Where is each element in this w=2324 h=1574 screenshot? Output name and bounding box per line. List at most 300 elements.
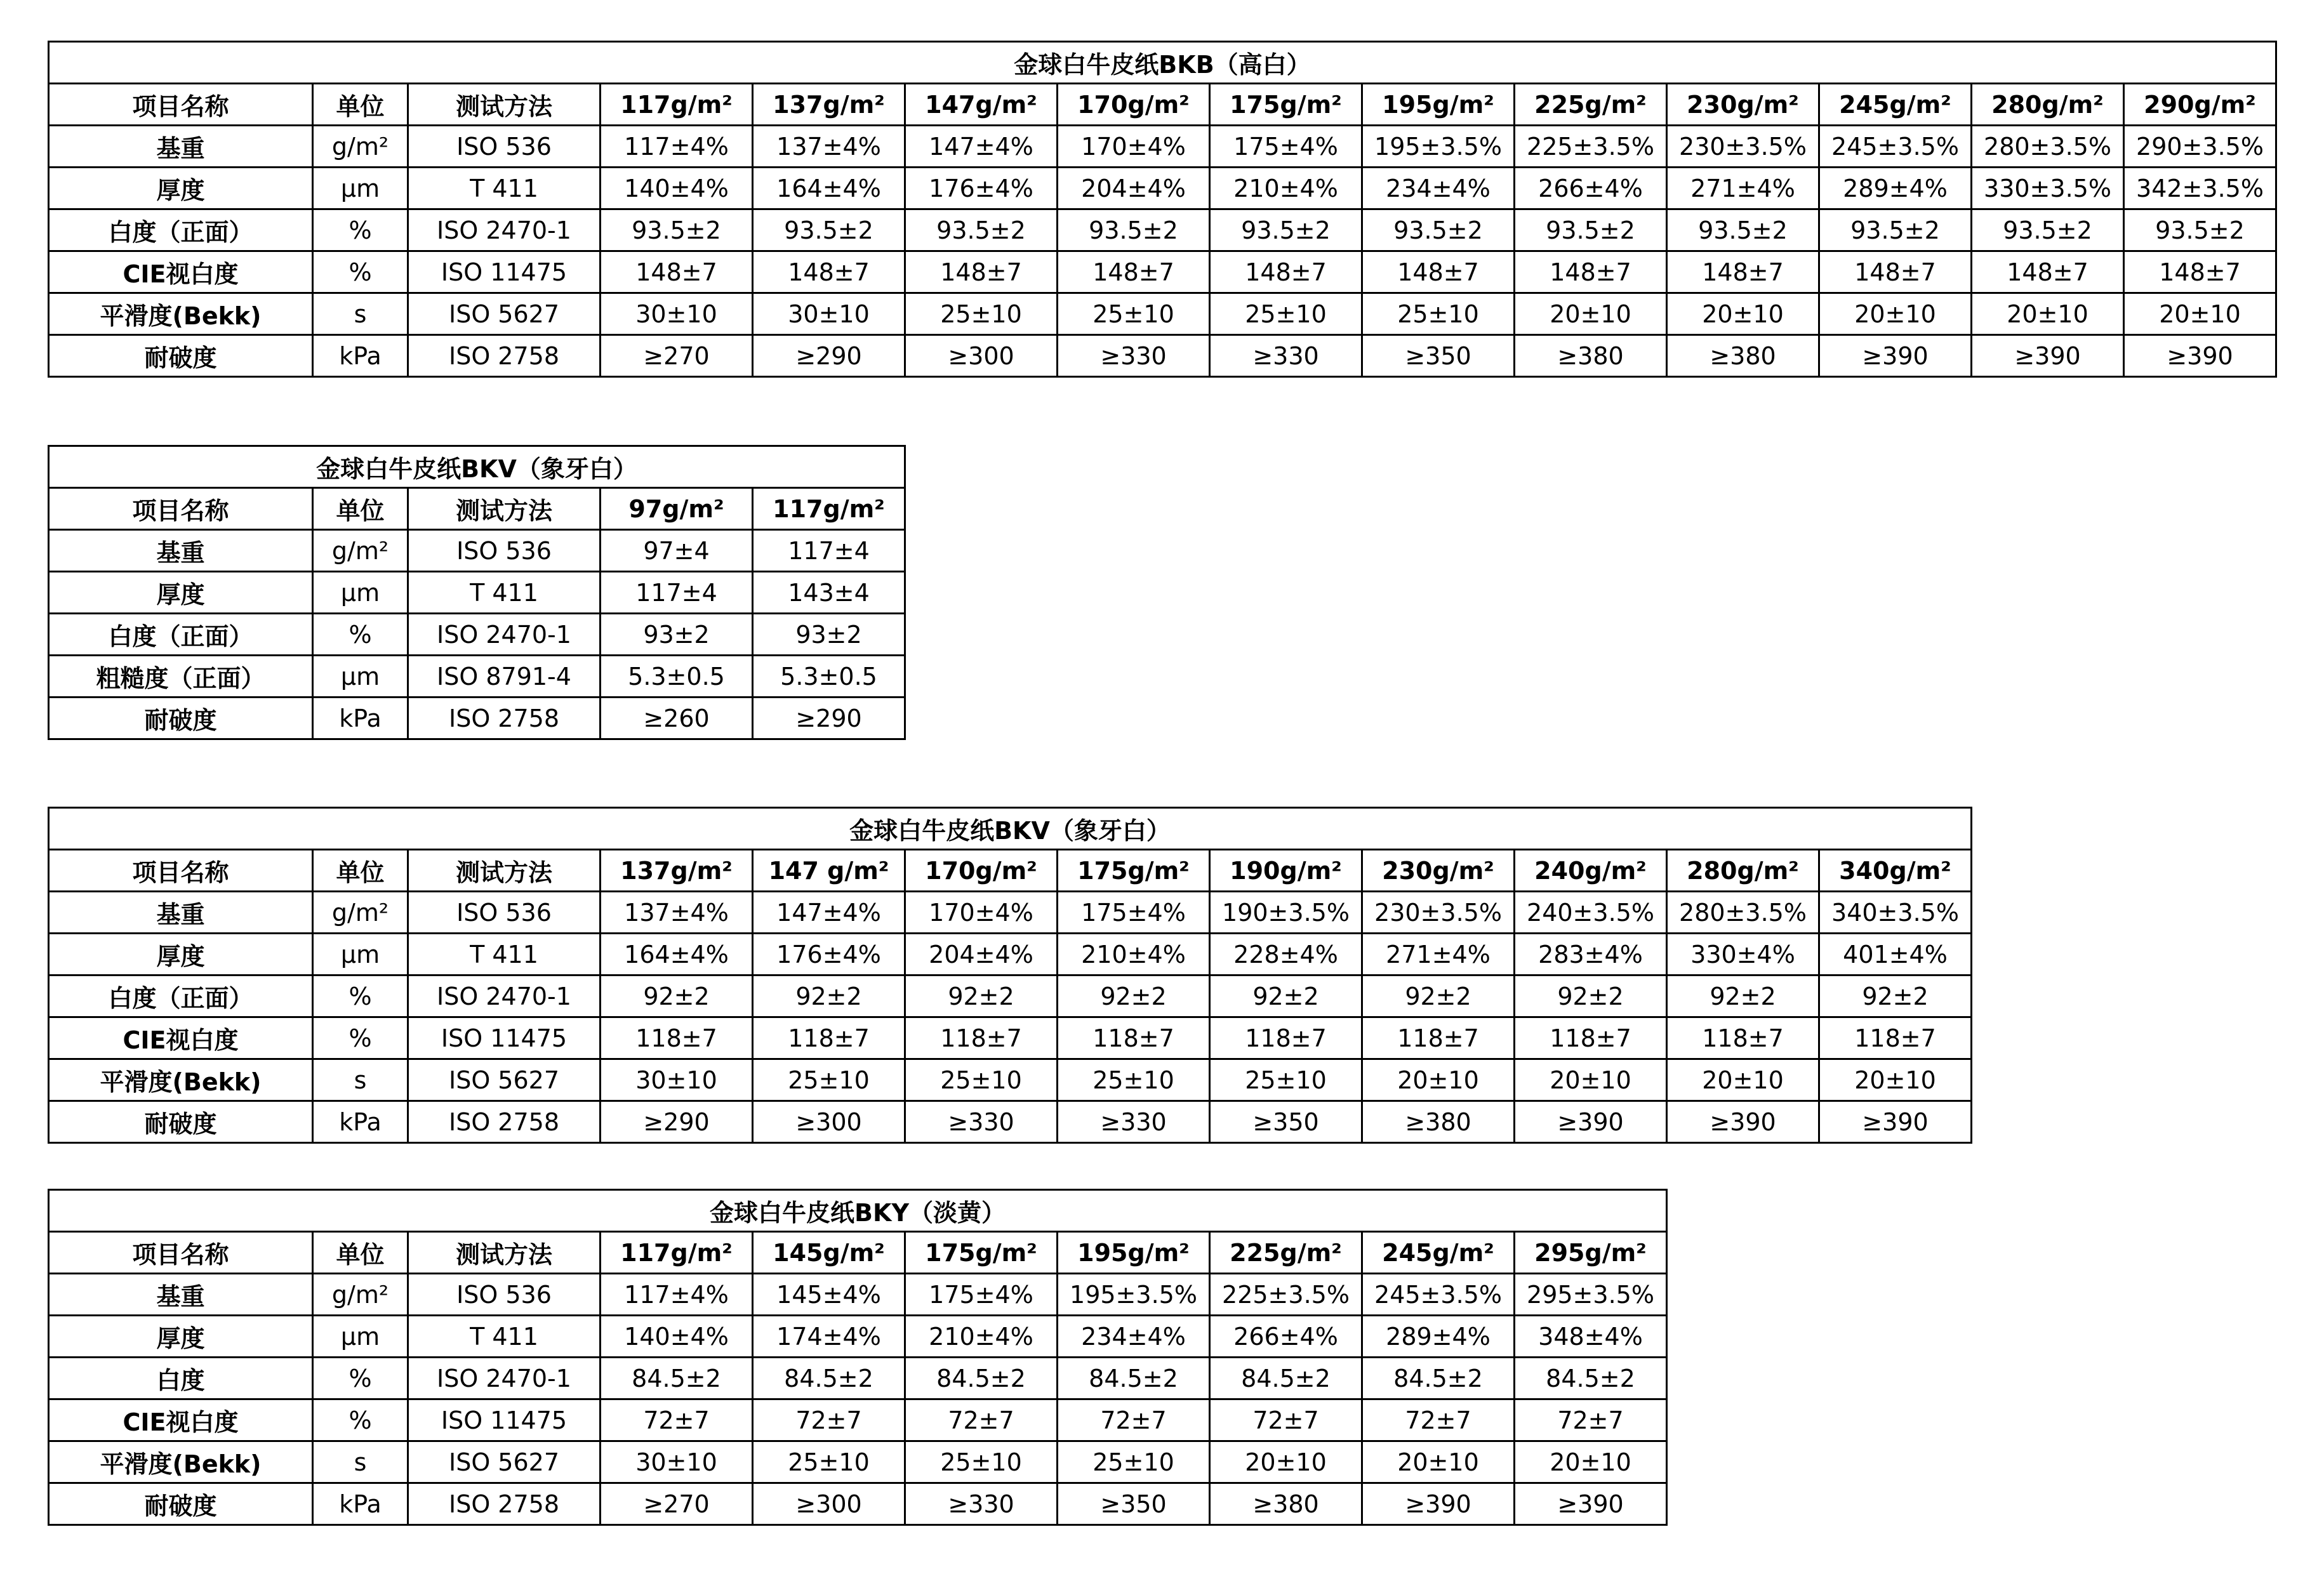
value-cell: 92±2 xyxy=(1362,975,1515,1017)
unit-cell: % xyxy=(313,251,408,293)
value-cell: 20±10 xyxy=(2124,293,2276,335)
value-cell: 137±4% xyxy=(753,126,905,168)
column-header: 340g/m² xyxy=(1819,850,1972,892)
property-name-cell: 基重 xyxy=(49,1274,313,1316)
spec-table-bkv-small xyxy=(48,445,906,740)
value-cell: 97±4 xyxy=(601,530,753,572)
property-name-cell: 白度（正面） xyxy=(49,975,313,1017)
property-name-cell: 白度 xyxy=(49,1358,313,1399)
value-cell: ≥390 xyxy=(1667,1101,1819,1143)
table-title-row xyxy=(49,446,905,488)
value-cell: 93.5±2 xyxy=(1667,209,1819,251)
value-cell: 25±10 xyxy=(753,1441,905,1483)
unit-cell: % xyxy=(313,209,408,251)
column-header: 245g/m² xyxy=(1819,84,1972,126)
table-title: 金球白牛皮纸BKV（象牙白） xyxy=(49,446,905,488)
value-cell: ≥390 xyxy=(2124,335,2276,377)
value-cell: ≥380 xyxy=(1362,1101,1515,1143)
value-cell: 20±10 xyxy=(1667,293,1819,335)
value-cell: ≥270 xyxy=(601,335,753,377)
value-cell: 5.3±0.5 xyxy=(601,656,753,698)
unit-cell: g/m² xyxy=(313,892,408,934)
value-cell: 170±4% xyxy=(905,892,1058,934)
test-method-cell: ISO 2470-1 xyxy=(408,209,601,251)
table-row xyxy=(49,335,2276,377)
test-method-cell: T 411 xyxy=(408,572,601,614)
value-cell: 84.5±2 xyxy=(1515,1358,1667,1399)
value-cell: 174±4% xyxy=(753,1316,905,1358)
value-cell: 271±4% xyxy=(1667,168,1819,209)
property-name-cell: 耐破度 xyxy=(49,335,313,377)
test-method-cell: ISO 11475 xyxy=(408,1017,601,1059)
value-cell: 93.5±2 xyxy=(2124,209,2276,251)
value-cell: 175±4% xyxy=(1210,126,1362,168)
value-cell: 148±7 xyxy=(1362,251,1515,293)
column-header: 280g/m² xyxy=(1667,850,1819,892)
column-header: 170g/m² xyxy=(905,850,1058,892)
table-row xyxy=(49,1358,1667,1399)
value-cell: 20±10 xyxy=(1362,1441,1515,1483)
table-row xyxy=(49,126,2276,168)
test-method-cell: ISO 8791-4 xyxy=(408,656,601,698)
value-cell: 72±7 xyxy=(905,1399,1058,1441)
value-cell: 280±3.5% xyxy=(1972,126,2124,168)
table-row xyxy=(49,168,2276,209)
value-cell: 266±4% xyxy=(1515,168,1667,209)
unit-cell: μm xyxy=(313,656,408,698)
table-row xyxy=(49,1017,1972,1059)
value-cell: 5.3±0.5 xyxy=(753,656,905,698)
table-title-row xyxy=(49,808,1972,850)
value-cell: 234±4% xyxy=(1058,1316,1210,1358)
value-cell: 140±4% xyxy=(601,1316,753,1358)
value-cell: 93.5±2 xyxy=(753,209,905,251)
column-header: 145g/m² xyxy=(753,1232,905,1274)
column-header: 137g/m² xyxy=(753,84,905,126)
property-name-cell: 耐破度 xyxy=(49,1483,313,1525)
column-header: 280g/m² xyxy=(1972,84,2124,126)
property-name-cell: 基重 xyxy=(49,892,313,934)
value-cell: ≥330 xyxy=(1058,335,1210,377)
value-cell: ≥260 xyxy=(601,698,753,739)
value-cell: 117±4 xyxy=(753,530,905,572)
value-cell: 25±10 xyxy=(1362,293,1515,335)
value-cell: ≥330 xyxy=(1058,1101,1210,1143)
test-method-cell: T 411 xyxy=(408,168,601,209)
value-cell: 118±7 xyxy=(601,1017,753,1059)
column-header: 230g/m² xyxy=(1362,850,1515,892)
value-cell: 92±2 xyxy=(601,975,753,1017)
table-header-row xyxy=(49,84,2276,126)
column-header: 175g/m² xyxy=(905,1232,1058,1274)
value-cell: 20±10 xyxy=(1819,1059,1972,1101)
value-cell: 84.5±2 xyxy=(1210,1358,1362,1399)
column-header: 290g/m² xyxy=(2124,84,2276,126)
value-cell: 72±7 xyxy=(753,1399,905,1441)
column-header: 单位 xyxy=(313,850,408,892)
value-cell: ≥380 xyxy=(1667,335,1819,377)
property-name-cell: CIE视白度 xyxy=(49,1399,313,1441)
value-cell: 145±4% xyxy=(753,1274,905,1316)
unit-cell: kPa xyxy=(313,335,408,377)
property-name-cell: 厚度 xyxy=(49,1316,313,1358)
unit-cell: s xyxy=(313,1441,408,1483)
column-header: 测试方法 xyxy=(408,1232,601,1274)
value-cell: 148±7 xyxy=(905,251,1058,293)
value-cell: 240±3.5% xyxy=(1515,892,1667,934)
value-cell: 118±7 xyxy=(753,1017,905,1059)
column-header: 195g/m² xyxy=(1362,84,1515,126)
value-cell: 342±3.5% xyxy=(2124,168,2276,209)
value-cell: 93.5±2 xyxy=(601,209,753,251)
table-row xyxy=(49,1399,1667,1441)
column-header: 147 g/m² xyxy=(753,850,905,892)
property-name-cell: 耐破度 xyxy=(49,1101,313,1143)
value-cell: 148±7 xyxy=(1210,251,1362,293)
column-header: 195g/m² xyxy=(1058,1232,1210,1274)
test-method-cell: ISO 2758 xyxy=(408,1101,601,1143)
test-method-cell: ISO 11475 xyxy=(408,1399,601,1441)
test-method-cell: ISO 5627 xyxy=(408,1441,601,1483)
value-cell: 118±7 xyxy=(1667,1017,1819,1059)
table-row xyxy=(49,656,905,698)
value-cell: 137±4% xyxy=(601,892,753,934)
column-header: 230g/m² xyxy=(1667,84,1819,126)
value-cell: 234±4% xyxy=(1362,168,1515,209)
value-cell: 20±10 xyxy=(1819,293,1972,335)
value-cell: 143±4 xyxy=(753,572,905,614)
value-cell: 348±4% xyxy=(1515,1316,1667,1358)
table-row xyxy=(49,614,905,656)
value-cell: 148±7 xyxy=(1819,251,1972,293)
unit-cell: μm xyxy=(313,1316,408,1358)
value-cell: 164±4% xyxy=(601,934,753,975)
value-cell: 72±7 xyxy=(1210,1399,1362,1441)
property-name-cell: 平滑度(Bekk) xyxy=(49,1441,313,1483)
value-cell: 147±4% xyxy=(905,126,1058,168)
value-cell: 30±10 xyxy=(601,293,753,335)
value-cell: 93.5±2 xyxy=(1515,209,1667,251)
value-cell: 84.5±2 xyxy=(1362,1358,1515,1399)
value-cell: 164±4% xyxy=(753,168,905,209)
test-method-cell: ISO 2758 xyxy=(408,335,601,377)
value-cell: ≥290 xyxy=(601,1101,753,1143)
value-cell: 20±10 xyxy=(1515,1059,1667,1101)
table-row xyxy=(49,1316,1667,1358)
test-method-cell: ISO 2470-1 xyxy=(408,614,601,656)
unit-cell: % xyxy=(313,975,408,1017)
table-row xyxy=(49,1101,1972,1143)
value-cell: 195±3.5% xyxy=(1362,126,1515,168)
value-cell: ≥390 xyxy=(1819,335,1972,377)
value-cell: 228±4% xyxy=(1210,934,1362,975)
property-name-cell: 白度（正面） xyxy=(49,614,313,656)
value-cell: 140±4% xyxy=(601,168,753,209)
value-cell: 84.5±2 xyxy=(1058,1358,1210,1399)
table-row xyxy=(49,530,905,572)
value-cell: ≥390 xyxy=(1972,335,2124,377)
value-cell: 72±7 xyxy=(1515,1399,1667,1441)
value-cell: 25±10 xyxy=(1210,293,1362,335)
value-cell: 225±3.5% xyxy=(1210,1274,1362,1316)
table-row xyxy=(49,698,905,739)
value-cell: ≥390 xyxy=(1362,1483,1515,1525)
value-cell: 25±10 xyxy=(753,1059,905,1101)
value-cell: 20±10 xyxy=(1210,1441,1362,1483)
spec-table-bkv xyxy=(48,807,1972,1144)
table-row xyxy=(49,975,1972,1017)
value-cell: 210±4% xyxy=(905,1316,1058,1358)
property-name-cell: 厚度 xyxy=(49,572,313,614)
value-cell: 25±10 xyxy=(905,1441,1058,1483)
table-row xyxy=(49,934,1972,975)
property-name-cell: 基重 xyxy=(49,530,313,572)
unit-cell: % xyxy=(313,614,408,656)
table-row xyxy=(49,293,2276,335)
property-name-cell: CIE视白度 xyxy=(49,1017,313,1059)
unit-cell: kPa xyxy=(313,1101,408,1143)
table-title: 金球白牛皮纸BKV（象牙白） xyxy=(49,808,1972,850)
value-cell: 204±4% xyxy=(1058,168,1210,209)
value-cell: ≥300 xyxy=(753,1483,905,1525)
value-cell: ≥350 xyxy=(1058,1483,1210,1525)
value-cell: ≥390 xyxy=(1819,1101,1972,1143)
table-row xyxy=(49,209,2276,251)
value-cell: 84.5±2 xyxy=(905,1358,1058,1399)
property-name-cell: 粗糙度（正面） xyxy=(49,656,313,698)
unit-cell: g/m² xyxy=(313,126,408,168)
column-header: 295g/m² xyxy=(1515,1232,1667,1274)
column-header: 项目名称 xyxy=(49,850,313,892)
test-method-cell: ISO 536 xyxy=(408,530,601,572)
property-name-cell: 白度（正面） xyxy=(49,209,313,251)
value-cell: 290±3.5% xyxy=(2124,126,2276,168)
value-cell: 118±7 xyxy=(1058,1017,1210,1059)
value-cell: 72±7 xyxy=(1058,1399,1210,1441)
column-header: 240g/m² xyxy=(1515,850,1667,892)
table-title-row xyxy=(49,42,2276,84)
value-cell: 148±7 xyxy=(1058,251,1210,293)
value-cell: 84.5±2 xyxy=(601,1358,753,1399)
value-cell: 84.5±2 xyxy=(753,1358,905,1399)
value-cell: 30±10 xyxy=(601,1441,753,1483)
value-cell: 93.5±2 xyxy=(1819,209,1972,251)
column-header: 单位 xyxy=(313,488,408,530)
column-header: 项目名称 xyxy=(49,84,313,126)
value-cell: 204±4% xyxy=(905,934,1058,975)
table-header-row xyxy=(49,850,1972,892)
value-cell: 289±4% xyxy=(1362,1316,1515,1358)
value-cell: 330±4% xyxy=(1667,934,1819,975)
table-row xyxy=(49,1059,1972,1101)
value-cell: 170±4% xyxy=(1058,126,1210,168)
property-name-cell: 耐破度 xyxy=(49,698,313,739)
value-cell: 25±10 xyxy=(1058,293,1210,335)
test-method-cell: ISO 5627 xyxy=(408,1059,601,1101)
unit-cell: % xyxy=(313,1017,408,1059)
table-row xyxy=(49,1274,1667,1316)
value-cell: 210±4% xyxy=(1210,168,1362,209)
unit-cell: kPa xyxy=(313,1483,408,1525)
column-header: 测试方法 xyxy=(408,488,601,530)
column-header: 测试方法 xyxy=(408,850,601,892)
test-method-cell: ISO 2758 xyxy=(408,698,601,739)
value-cell: 148±7 xyxy=(2124,251,2276,293)
value-cell: 118±7 xyxy=(1362,1017,1515,1059)
value-cell: 92±2 xyxy=(753,975,905,1017)
value-cell: 190±3.5% xyxy=(1210,892,1362,934)
test-method-cell: ISO 536 xyxy=(408,1274,601,1316)
value-cell: 271±4% xyxy=(1362,934,1515,975)
value-cell: 25±10 xyxy=(1210,1059,1362,1101)
value-cell: ≥330 xyxy=(905,1483,1058,1525)
value-cell: ≥380 xyxy=(1515,335,1667,377)
value-cell: ≥390 xyxy=(1515,1483,1667,1525)
column-header: 117g/m² xyxy=(601,84,753,126)
value-cell: 148±7 xyxy=(1515,251,1667,293)
value-cell: ≥330 xyxy=(905,1101,1058,1143)
spec-table-bkb xyxy=(48,41,2277,378)
test-method-cell: T 411 xyxy=(408,1316,601,1358)
value-cell: ≥380 xyxy=(1210,1483,1362,1525)
value-cell: 93.5±2 xyxy=(1362,209,1515,251)
value-cell: 25±10 xyxy=(1058,1059,1210,1101)
unit-cell: % xyxy=(313,1399,408,1441)
column-header: 175g/m² xyxy=(1058,850,1210,892)
test-method-cell: T 411 xyxy=(408,934,601,975)
value-cell: ≥350 xyxy=(1362,335,1515,377)
value-cell: 225±3.5% xyxy=(1515,126,1667,168)
table-title: 金球白牛皮纸BKY（淡黄） xyxy=(49,1190,1667,1232)
value-cell: 280±3.5% xyxy=(1667,892,1819,934)
value-cell: 148±7 xyxy=(753,251,905,293)
value-cell: 283±4% xyxy=(1515,934,1667,975)
value-cell: 176±4% xyxy=(905,168,1058,209)
value-cell: 30±10 xyxy=(753,293,905,335)
table-row xyxy=(49,1483,1667,1525)
value-cell: ≥300 xyxy=(753,1101,905,1143)
column-header: 单位 xyxy=(313,1232,408,1274)
value-cell: 92±2 xyxy=(1515,975,1667,1017)
value-cell: 175±4% xyxy=(1058,892,1210,934)
table-title-row xyxy=(49,1190,1667,1232)
unit-cell: g/m² xyxy=(313,530,408,572)
unit-cell: % xyxy=(313,1358,408,1399)
value-cell: 230±3.5% xyxy=(1667,126,1819,168)
table-header-row xyxy=(49,488,905,530)
value-cell: 93.5±2 xyxy=(1058,209,1210,251)
unit-cell: g/m² xyxy=(313,1274,408,1316)
value-cell: 295±3.5% xyxy=(1515,1274,1667,1316)
value-cell: 92±2 xyxy=(1058,975,1210,1017)
value-cell: 25±10 xyxy=(905,293,1058,335)
value-cell: ≥350 xyxy=(1210,1101,1362,1143)
value-cell: 20±10 xyxy=(1667,1059,1819,1101)
value-cell: 210±4% xyxy=(1058,934,1210,975)
column-header: 245g/m² xyxy=(1362,1232,1515,1274)
column-header: 单位 xyxy=(313,84,408,126)
column-header: 225g/m² xyxy=(1515,84,1667,126)
test-method-cell: ISO 5627 xyxy=(408,293,601,335)
table-row xyxy=(49,572,905,614)
table-row xyxy=(49,251,2276,293)
value-cell: 25±10 xyxy=(905,1059,1058,1101)
value-cell: 245±3.5% xyxy=(1362,1274,1515,1316)
property-name-cell: CIE视白度 xyxy=(49,251,313,293)
unit-cell: μm xyxy=(313,572,408,614)
value-cell: 147±4% xyxy=(753,892,905,934)
test-method-cell: ISO 536 xyxy=(408,126,601,168)
value-cell: 92±2 xyxy=(1667,975,1819,1017)
value-cell: 266±4% xyxy=(1210,1316,1362,1358)
property-name-cell: 基重 xyxy=(49,126,313,168)
value-cell: 93.5±2 xyxy=(1210,209,1362,251)
value-cell: 20±10 xyxy=(1362,1059,1515,1101)
value-cell: 175±4% xyxy=(905,1274,1058,1316)
value-cell: 176±4% xyxy=(753,934,905,975)
test-method-cell: ISO 2470-1 xyxy=(408,975,601,1017)
spec-table-bky xyxy=(48,1189,1668,1526)
column-header: 117g/m² xyxy=(601,1232,753,1274)
value-cell: 401±4% xyxy=(1819,934,1972,975)
value-cell: 148±7 xyxy=(601,251,753,293)
value-cell: 330±3.5% xyxy=(1972,168,2124,209)
unit-cell: s xyxy=(313,1059,408,1101)
value-cell: 117±4 xyxy=(601,572,753,614)
value-cell: 72±7 xyxy=(601,1399,753,1441)
column-header: 147g/m² xyxy=(905,84,1058,126)
property-name-cell: 平滑度(Bekk) xyxy=(49,293,313,335)
property-name-cell: 平滑度(Bekk) xyxy=(49,1059,313,1101)
column-header: 测试方法 xyxy=(408,84,601,126)
value-cell: 340±3.5% xyxy=(1819,892,1972,934)
test-method-cell: ISO 2470-1 xyxy=(408,1358,601,1399)
value-cell: 93.5±2 xyxy=(1972,209,2124,251)
column-header: 项目名称 xyxy=(49,1232,313,1274)
value-cell: 117±4% xyxy=(601,126,753,168)
value-cell: 148±7 xyxy=(1667,251,1819,293)
table-title: 金球白牛皮纸BKB（高白） xyxy=(49,42,2276,84)
test-method-cell: ISO 536 xyxy=(408,892,601,934)
value-cell: 195±3.5% xyxy=(1058,1274,1210,1316)
value-cell: 20±10 xyxy=(1515,1441,1667,1483)
value-cell: 118±7 xyxy=(1210,1017,1362,1059)
value-cell: 93.5±2 xyxy=(905,209,1058,251)
column-header: 225g/m² xyxy=(1210,1232,1362,1274)
value-cell: 20±10 xyxy=(1972,293,2124,335)
test-method-cell: ISO 11475 xyxy=(408,251,601,293)
value-cell: 148±7 xyxy=(1972,251,2124,293)
unit-cell: μm xyxy=(313,934,408,975)
value-cell: 93±2 xyxy=(601,614,753,656)
value-cell: ≥290 xyxy=(753,698,905,739)
column-header: 117g/m² xyxy=(753,488,905,530)
column-header: 170g/m² xyxy=(1058,84,1210,126)
value-cell: 92±2 xyxy=(1210,975,1362,1017)
unit-cell: s xyxy=(313,293,408,335)
value-cell: ≥330 xyxy=(1210,335,1362,377)
value-cell: ≥300 xyxy=(905,335,1058,377)
column-header: 97g/m² xyxy=(601,488,753,530)
column-header: 175g/m² xyxy=(1210,84,1362,126)
value-cell: 20±10 xyxy=(1515,293,1667,335)
property-name-cell: 厚度 xyxy=(49,934,313,975)
value-cell: 93±2 xyxy=(753,614,905,656)
column-header: 项目名称 xyxy=(49,488,313,530)
value-cell: 72±7 xyxy=(1362,1399,1515,1441)
value-cell: 118±7 xyxy=(1819,1017,1972,1059)
value-cell: ≥270 xyxy=(601,1483,753,1525)
